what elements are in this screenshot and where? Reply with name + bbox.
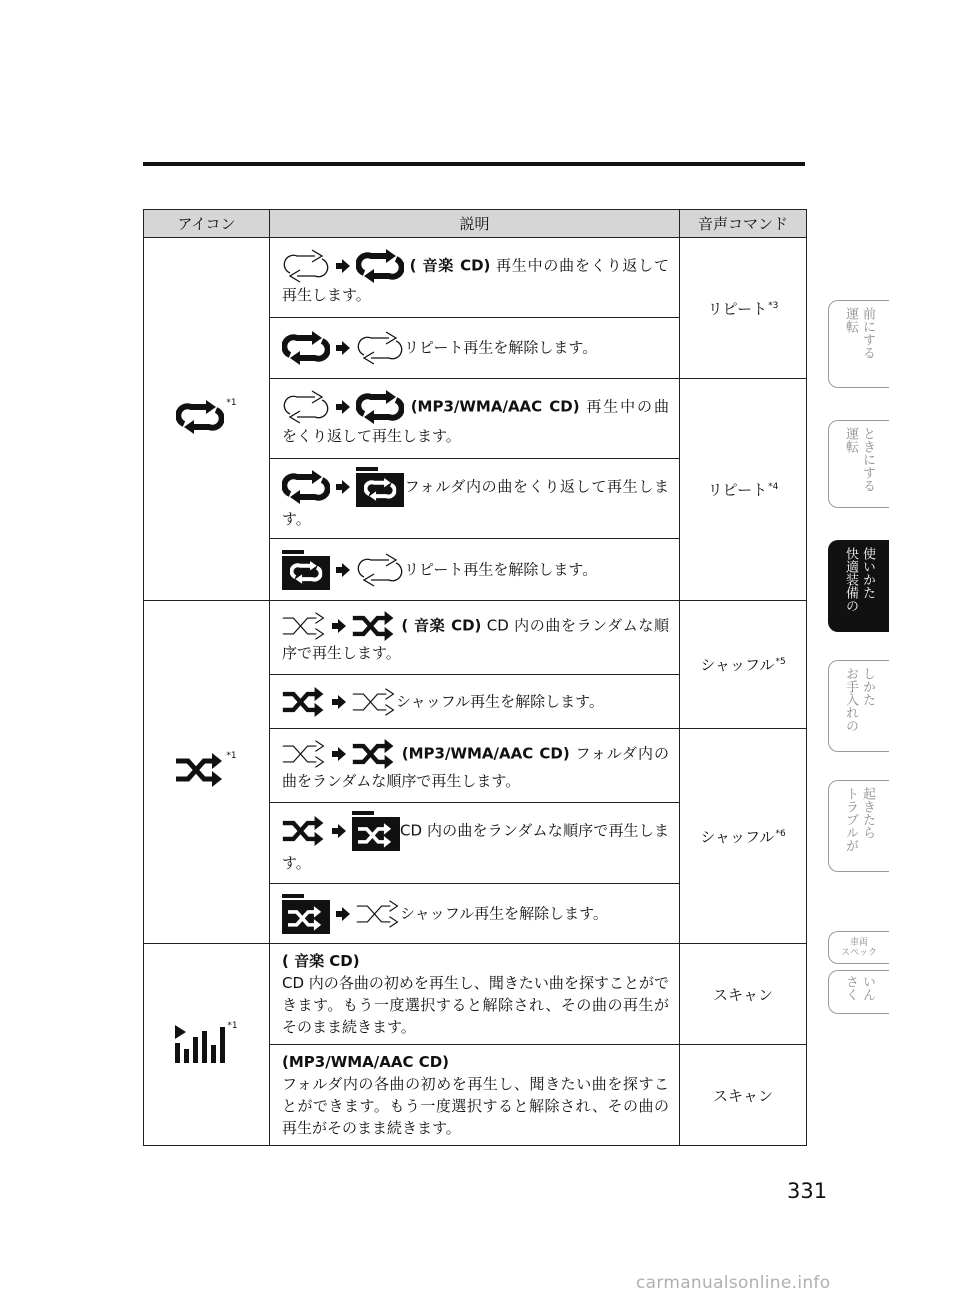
repeat-desc-5	[270, 539, 680, 601]
tab-label: 起きたら	[860, 787, 875, 839]
tab-label: 前にする	[860, 307, 875, 359]
scan-command-a: スキャン	[680, 944, 807, 1045]
shuffle-outline-icon	[282, 739, 326, 769]
function-table	[143, 209, 807, 1146]
repeat-icon	[282, 331, 330, 365]
tab-label: 運転	[843, 307, 858, 333]
side-tab-maintenance[interactable]	[828, 660, 889, 752]
desc-text: 再生中の曲をくり返して再生します。	[282, 256, 669, 304]
repeat-icon	[282, 470, 330, 504]
media-tag: (MP3/WMA/AAC CD)	[410, 397, 580, 415]
side-tab-before-driving[interactable]	[828, 300, 889, 388]
shuffle-command-a	[680, 601, 807, 729]
shuffle-desc-5	[270, 884, 680, 944]
tab-label: 運転	[843, 427, 858, 453]
desc-text: CD 内の各曲の初めを再生し、聞きたい曲を探すことができます。もう一度選択すると解除され、その曲の再生がそのまま続きます。	[282, 974, 669, 1036]
scan-command-b: スキャン	[680, 1045, 807, 1146]
tab-label: 快適装備の	[843, 547, 858, 612]
shuffle-outline-icon	[352, 687, 396, 717]
tab-label: トラブルが	[843, 787, 858, 852]
shuffle-desc-3	[270, 729, 680, 803]
command-text: シャッフル	[700, 656, 775, 674]
shuffle-desc-4	[270, 803, 680, 884]
tab-label: ときにする	[860, 427, 875, 492]
desc-text: リピート再生を解除します。	[404, 338, 598, 357]
command-text: シャッフル	[700, 827, 775, 846]
footnote-mark: *1	[226, 751, 237, 761]
shuffle-icon	[282, 816, 326, 846]
footnote-mark: *6	[775, 828, 786, 839]
repeat-desc-3	[270, 379, 680, 459]
tab-label: 使いかた	[860, 547, 875, 599]
tab-label: さく	[843, 975, 858, 1001]
repeat-desc-4	[270, 459, 680, 539]
side-tab-index[interactable]	[828, 970, 889, 1014]
footnote-mark: *1	[227, 1020, 238, 1031]
tab-label: しかた	[860, 667, 875, 706]
arrow-right-icon	[332, 695, 346, 709]
arrow-right-icon	[332, 824, 346, 838]
side-tab-vehicle-spec[interactable]	[828, 931, 889, 964]
desc-text: フォルダ内の各曲の初めを再生し、聞きたい曲を探すことができます。もう一度選択すると解除され、その曲の再生がそのまま続きます。	[282, 1075, 669, 1137]
shuffle-outline-icon	[356, 899, 400, 929]
desc-text: シャッフル再生を解除します。	[400, 904, 608, 922]
table-row	[144, 238, 807, 318]
header-description: 説明	[270, 210, 680, 238]
arrow-right-icon	[336, 341, 350, 355]
desc-text: CD 内の曲をランダムな順序で再生します。	[282, 821, 669, 872]
tab-label: いん	[860, 975, 875, 1001]
scan-desc-1	[270, 944, 680, 1045]
shuffle-outline-icon	[282, 611, 326, 641]
footnote-mark: *1	[226, 398, 237, 408]
page-number: 331	[787, 1179, 828, 1203]
repeat-icon	[176, 400, 224, 434]
scan-desc-2	[270, 1045, 680, 1146]
footnote-mark: *3	[768, 300, 779, 311]
table-header-row	[144, 210, 807, 238]
folder-repeat-icon	[282, 550, 330, 590]
shuffle-desc-1	[270, 601, 680, 675]
header-voice-command: 音声コマンド	[680, 210, 807, 238]
shuffle-icon	[176, 753, 224, 787]
tab-label: 車両	[849, 938, 868, 948]
repeat-command-a	[680, 238, 807, 379]
side-tab-comfort-equipment[interactable]	[828, 540, 889, 632]
shuffle-command-b	[680, 729, 807, 944]
desc-text: シャッフル再生を解除します。	[396, 692, 604, 710]
top-rule	[143, 162, 805, 166]
side-tab-while-driving[interactable]	[828, 420, 889, 508]
folder-shuffle-icon	[352, 811, 400, 851]
arrow-right-icon	[332, 747, 346, 761]
media-tag: (MP3/WMA/AAC CD)	[401, 744, 570, 762]
scan-icon-cell	[144, 944, 270, 1146]
arrow-right-icon	[336, 259, 350, 273]
shuffle-icon	[352, 739, 396, 769]
media-tag: ( 音楽 CD)	[282, 952, 360, 970]
command-text: リピート	[707, 481, 768, 499]
footnote-mark: *5	[775, 657, 786, 667]
arrow-right-icon	[336, 563, 350, 577]
shuffle-desc-2	[270, 675, 680, 729]
watermark: carmanualsonline.info	[636, 1273, 831, 1293]
tab-label: スペック	[840, 948, 877, 958]
shuffle-icon	[352, 611, 396, 641]
repeat-icon-cell	[144, 238, 270, 601]
repeat-icon	[356, 249, 404, 283]
arrow-right-icon	[336, 400, 350, 414]
arrow-right-icon	[332, 619, 346, 633]
arrow-right-icon	[336, 907, 350, 921]
repeat-icon	[356, 390, 404, 424]
shuffle-icon	[282, 687, 326, 717]
header-icon: アイコン	[144, 210, 270, 238]
media-tag: (MP3/WMA/AAC CD)	[282, 1053, 450, 1071]
repeat-desc-1	[270, 238, 680, 318]
folder-repeat-icon	[356, 467, 404, 507]
repeat-outline-icon	[282, 390, 330, 424]
table-row	[144, 601, 807, 675]
command-text: リピート	[707, 299, 768, 318]
desc-text: フォルダ内の曲をくり返して再生します。	[282, 477, 669, 528]
desc-text: フォルダ内の曲をランダムな順序で再生します。	[282, 744, 670, 790]
footnote-mark: *4	[768, 482, 779, 492]
desc-text: 再生中の曲をくり返して再生します。	[282, 397, 669, 445]
repeat-command-b	[680, 379, 807, 601]
desc-text: リピート再生を解除します。	[404, 560, 598, 578]
tab-label: お手入れの	[843, 667, 858, 732]
media-tag: ( 音楽 CD)	[401, 616, 482, 634]
shuffle-icon-cell	[144, 601, 270, 944]
arrow-right-icon	[336, 480, 350, 494]
folder-shuffle-icon	[282, 894, 330, 934]
desc-text: CD 内の曲をランダムな順序で再生します。	[282, 616, 669, 662]
table-row	[144, 944, 807, 1045]
side-tab-trouble[interactable]	[828, 780, 889, 872]
repeat-outline-icon	[282, 249, 330, 283]
repeat-desc-2	[270, 318, 680, 379]
repeat-outline-icon	[356, 331, 404, 365]
repeat-outline-icon	[356, 553, 404, 587]
media-tag: ( 音楽 CD)	[409, 256, 491, 274]
scan-icon	[175, 1023, 225, 1063]
